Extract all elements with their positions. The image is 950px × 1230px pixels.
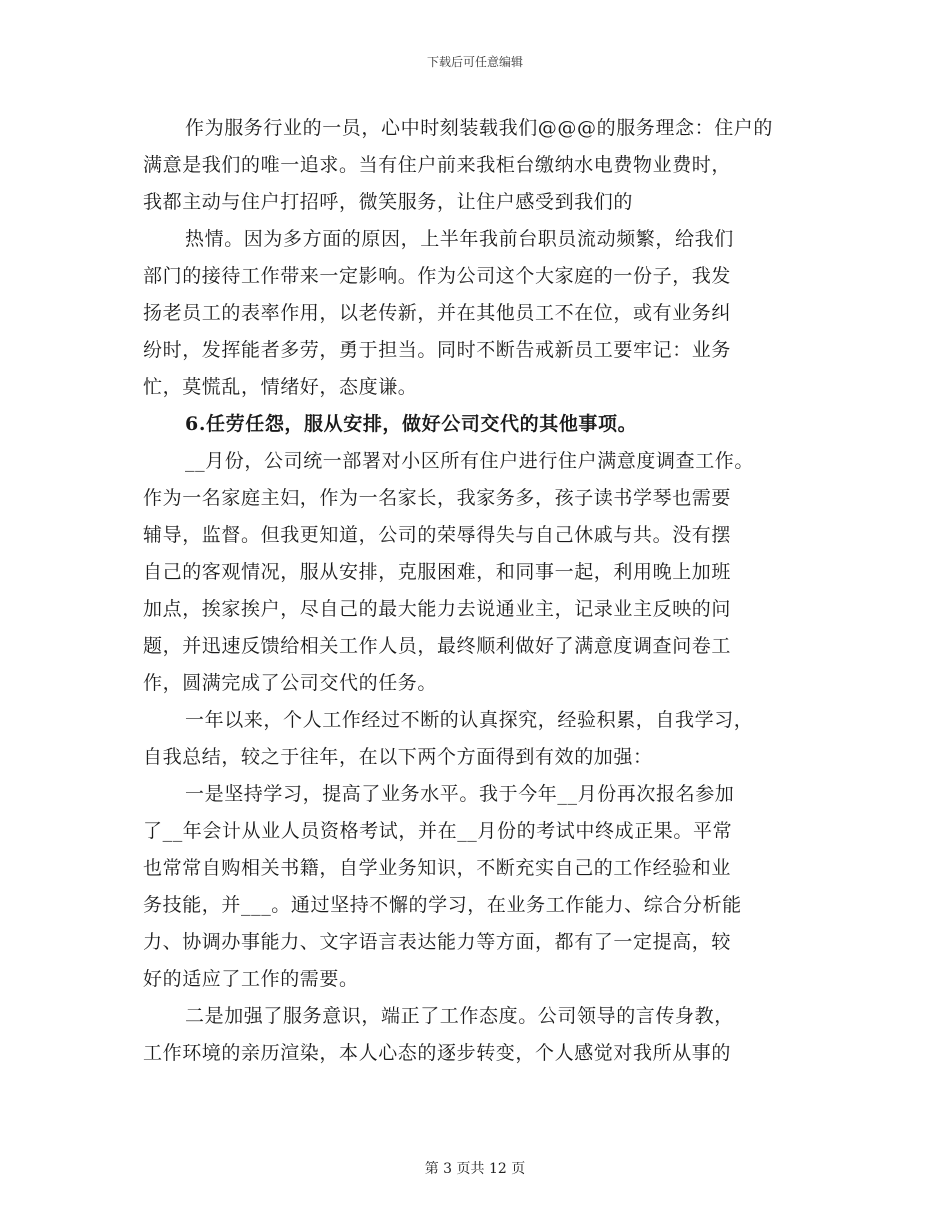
paragraph-line: 热情。因为多方面的原因，上半年我前台职员流动频繁，给我们 bbox=[185, 228, 734, 250]
paragraph-line: 力、协调办事能力、文字语言表达能力等方面，都有了一定提高，较 bbox=[143, 931, 732, 953]
document-body bbox=[143, 110, 815, 1072]
paragraph-line: 纷时，发挥能者多劳，勇于担当。同时不断告戒新员工要牢记：业务 bbox=[143, 339, 732, 361]
paragraph-line: 题，并迅速反馈给相关工作人员，最终顺利做好了满意度调查问卷工 bbox=[143, 635, 732, 657]
paragraph-line: 了__年会计从业人员资格考试，并在__月份的考试中终成正果。平常 bbox=[143, 820, 733, 842]
paragraph-line: 一年以来，个人工作经过不断的认真探究，经验积累，自我学习， bbox=[185, 709, 754, 731]
paragraph-line: 作为一名家庭主妇，作为一名家长，我家务多，孩子读书学琴也需要 bbox=[143, 487, 732, 509]
paragraph-line: 自我总结，较之于往年，在以下两个方面得到有效的加强： bbox=[143, 746, 653, 768]
paragraph-line: __月份，公司统一部署对小区所有住户进行住户满意度调查工作。 bbox=[185, 450, 755, 472]
paragraph-line: 自己的客观情况，服从安排，克服困难，和同事一起，利用晚上加班 bbox=[143, 561, 732, 583]
paragraph-line: 好的适应了工作的需要。 bbox=[143, 968, 359, 990]
paragraph-line: 忙，莫慌乱，情绪好，态度谦。 bbox=[143, 376, 418, 398]
paragraph-line: 部门的接待工作带来一定影响。作为公司这个大家庭的一份子，我发 bbox=[143, 265, 732, 287]
paragraph-line: 一是坚持学习，提高了业务水平。我于今年__月份再次报名参加 bbox=[185, 783, 735, 805]
section-heading: 6.任劳任怨，服从安排，做好公司交代的其他事项。 bbox=[185, 413, 638, 435]
paragraph-line: 辅导，监督。但我更知道，公司的荣辱得失与自己休戚与共。没有摆 bbox=[143, 524, 732, 546]
paragraph-line: 扬老员工的表率作用，以老传新，并在其他员工不在位，或有业务纠 bbox=[143, 302, 732, 324]
page-footer: 第 3 页共 12 页 bbox=[424, 1161, 526, 1177]
page-header: 下载后可任意编辑 bbox=[426, 55, 523, 69]
paragraph-line: 工作环境的亲历渲染，本人心态的逐步转变，个人感觉对我所从事的 bbox=[143, 1042, 732, 1064]
paragraph-line: 加点，挨家挨户，尽自己的最大能力去说通业主，记录业主反映的问 bbox=[143, 598, 732, 620]
paragraph-line: 作为服务行业的一员，心中时刻装载我们@@@的服务理念：住户的 bbox=[185, 117, 774, 139]
paragraph-line: 作，圆满完成了公司交代的任务。 bbox=[143, 672, 438, 694]
paragraph-line: 务技能，并___。通过坚持不懈的学习，在业务工作能力、综合分析能 bbox=[143, 894, 742, 916]
paragraph-line: 满意是我们的唯一追求。当有住户前来我柜台缴纳水电费物业费时， bbox=[143, 154, 732, 176]
paragraph-line: 二是加强了服务意识，端正了工作态度。公司领导的言传身教， bbox=[185, 1005, 734, 1027]
paragraph-line: 也常常自购相关书籍，自学业务知识，不断充实自己的工作经验和业 bbox=[143, 857, 732, 879]
paragraph-line: 我都主动与住户打招呼，微笑服务，让住户感受到我们的 bbox=[143, 191, 634, 213]
